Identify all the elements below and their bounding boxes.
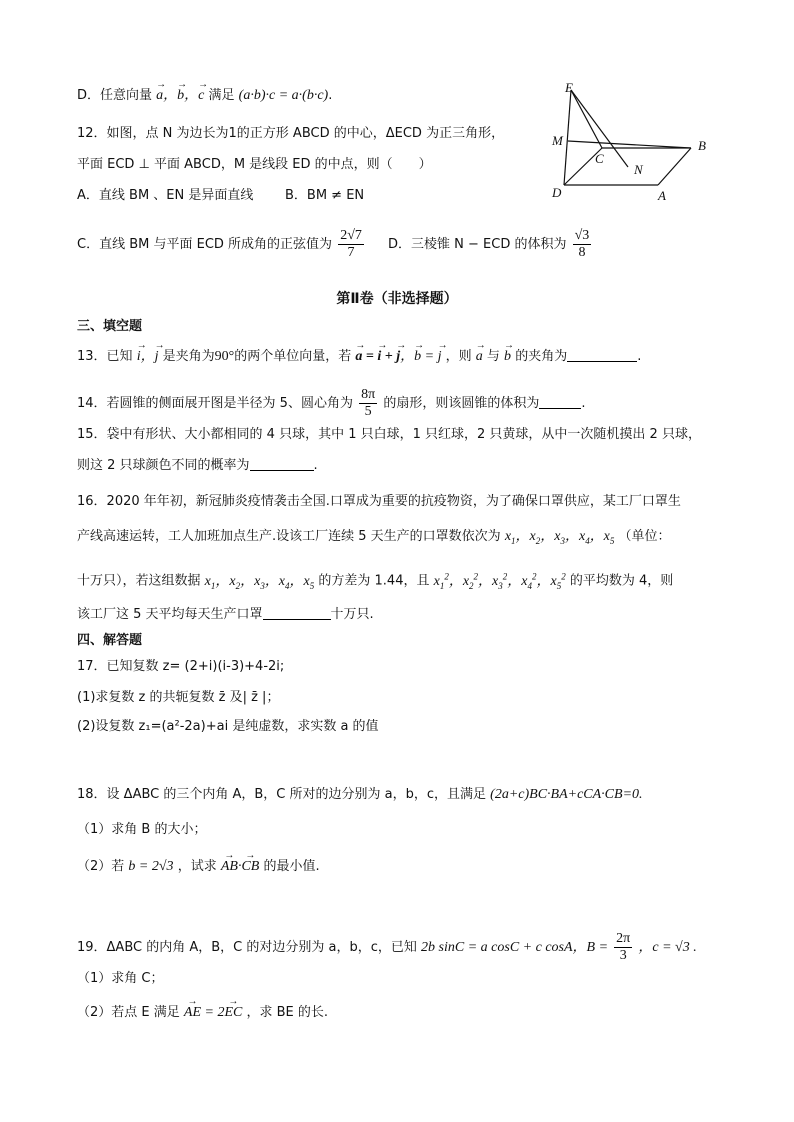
edge-EC — [571, 90, 602, 148]
q18-part2: （2）若 b = 2√3 ，试求 → AB·→ CB 的最小值. — [77, 857, 320, 877]
q18-line1: 18．设 ΔABC 的三个内角 A，B，C 所对的边分别为 a，b，c，且满足 (2a+c)BC·BA+cCA·CB=0. — [77, 787, 643, 802]
label-M: M — [552, 133, 563, 148]
part-2-title: 第Ⅱ卷（非选择题） — [336, 291, 458, 307]
q16-line4: 该工厂这 5 天平均每天生产口罩 十万只. — [77, 607, 374, 622]
q15-line2: 则这 2 只球颜色不同的概率为 . — [77, 458, 318, 473]
q11-d-equation: (a·b)·c = a·(b·c) — [238, 88, 329, 103]
q12-option-b: B．BM ≠ EN — [285, 188, 365, 203]
label-E: E — [565, 82, 573, 95]
q15-line1: 15．袋中有形状、大小都相同的 4 只球，其中 1 只白球，1 只红球，2 只黄球，从中一次随机摸出 2 只球， — [77, 427, 701, 442]
label-C: C — [595, 151, 604, 166]
label-D: D — [552, 185, 562, 200]
q12-line2: 平面 ECD ⊥ 平面 ABCD，M 是线段 ED 的中点，则（ ） — [77, 157, 432, 172]
edge-AB — [658, 148, 691, 185]
q12-line1: 12．如图，点 N 为边长为1的正方形 ABCD 的中心，ΔECD 为正三角形， — [77, 126, 505, 141]
q12-option-c: C．直线 BM 与平面 ECD 所成角的正弦值为 $\frac{2√7}{7}$ — [77, 228, 362, 260]
q18-part1: （1）求角 B 的大小； — [77, 822, 207, 837]
q12-option-d: D．三棱锥 N − ECD 的体积为 $\frac{√3}{8}$ — [388, 228, 590, 260]
edge-ED — [564, 90, 571, 185]
label-N: N — [634, 162, 643, 177]
q16-line2: 产线高速运转，工人加班加点生产.设该工厂连续 5 天生产的口罩数依次为 $x_1$，$x_2$，$x_3$，$x_4$，$x_5$ （单位： — [77, 529, 671, 546]
q17-line3: (2)设复数 z₁=(a²-2a)+ai 是纯虚数，求实数 a 的值 — [77, 719, 379, 734]
q11-option-d: D．任意向量 → a，→ b，→ c 满足 (a·b)·c = a·(b·c). — [77, 86, 332, 106]
label-B: B — [698, 138, 706, 153]
q17-line2: (1)求复数 z 的共轭复数 z̄ 及| z̄ |； — [77, 690, 280, 705]
q17-line1: 17．已知复数 z= (2+i)(i-3)+4-2i; — [77, 659, 285, 674]
label-A: A — [658, 188, 666, 203]
edge-MB — [568, 141, 691, 148]
geometry-figure — [548, 82, 723, 207]
q13: 13．已知 → i，→ j 是夹角为90°的两个单位向量，若 → a = → i + → j，→ b = → j ，则 → a 与 → b 的夹角为 . — [77, 347, 641, 367]
q19-line1: 19．ΔABC 的内角 A，B，C 的对边分别为 a，b，c，已知 2b sinC = a cosC + c cosA，B = $\frac{2\pi}{3}$ ，c = √3 . — [77, 931, 697, 963]
q12-option-a: A．直线 BM 、EN 是异面直线 — [77, 188, 254, 203]
q19-part1: （1）求角 C； — [77, 971, 164, 986]
q16-line3: 十万只），若这组数据 $x_1$，$x_2$，$x_3$，$x_4$，$x_5$ 的方差为 1.44，且 $x_1^2$，$x_2^2$，$x_3^2$，$x_4^2$，$x_5^2$ 的平均数为 4，则 — [77, 571, 674, 591]
q19-part2: （2）若点 E 满足 → AE = 2→ EC ，求 BE 的长. — [77, 1003, 328, 1023]
q16-line1: 16．2020 年年初，新冠肺炎疫情袭击全国.口罩成为重要的抗疫物资，为了确保口罩供应，某工厂口罩生 — [77, 494, 681, 509]
q14: 14．若圆锥的侧面展开图是半径为 5、圆心角为 $\frac{8\pi}{5}$ 的扇形，则该圆锥的体积为 . — [77, 387, 586, 419]
section-3-heading: 三、填空题 — [77, 319, 143, 334]
section-4-heading: 四、解答题 — [77, 633, 143, 648]
